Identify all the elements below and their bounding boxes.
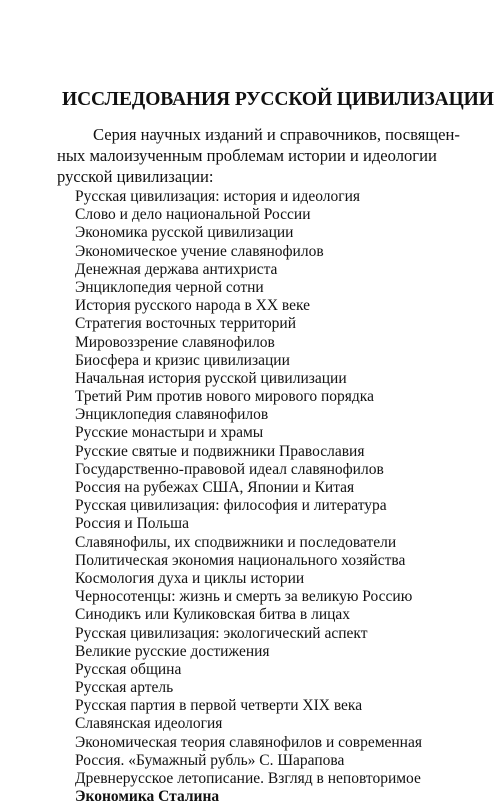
book-title: Черносотенцы: жизнь и смерть за великую Россию xyxy=(75,588,413,606)
book-title: Политическая экономия национального хозяйства xyxy=(75,551,406,569)
book-title: Мировоззрение славянофилов xyxy=(75,333,275,351)
book-title: Древнерусское летописание. Взгляд в неповторимое xyxy=(75,770,421,787)
book-title: Русская цивилизация: философия и литература xyxy=(75,497,387,515)
book-title: Космология духа и циклы истории xyxy=(75,569,305,587)
book-title: Денежная держава антихриста xyxy=(75,260,278,278)
book-title: Великие русские достижения xyxy=(75,642,270,660)
book-title: Россия. «Бумажный рубль» С. Шарапова xyxy=(75,751,345,769)
book-title: Русская партия в первой четверти XIX века xyxy=(75,697,363,715)
book-title: Энциклопедия черной сотни xyxy=(75,278,264,296)
book-title: Русская артель xyxy=(75,679,174,697)
book-title: Русские монастыри и храмы xyxy=(75,424,264,442)
book-title: Синодикъ или Куликовская битва в лицах xyxy=(75,606,351,624)
book-title: Стратегия восточных территорий xyxy=(75,315,297,333)
book-title: Русские святые и подвижники Православия xyxy=(75,442,365,460)
book-title: Русская община xyxy=(75,660,182,678)
book-title: Третий Рим против нового мирового порядка xyxy=(75,388,374,406)
book-title: Русская цивилизация: экологический аспект xyxy=(75,624,368,642)
book-title: Биосфера и кризис цивилизации xyxy=(75,351,290,369)
book-title: Экономика Сталина xyxy=(75,788,220,806)
book-title: История русского народа в XX веке xyxy=(75,297,311,315)
book-title: Государственно-правовой идеал славянофилов xyxy=(75,460,384,478)
book-title: Экономическая теория славянофилов и современная xyxy=(75,733,422,751)
book-list xyxy=(75,188,455,806)
book-title: Экономическое учение славянофилов xyxy=(75,242,324,260)
book-title: Начальная история русской цивилизации xyxy=(75,369,347,387)
book-title: Славянофилы, их сподвижники и последователи xyxy=(75,533,397,551)
book-title: Экономика русской цивилизации xyxy=(75,224,294,242)
series-description xyxy=(57,124,460,187)
book-title: Россия на рубежах США, Японии и Китая xyxy=(75,479,355,496)
book-title: Славянская идеология xyxy=(75,715,223,733)
book-title: Россия и Польша xyxy=(75,515,189,533)
description-line: русской цивилизации: xyxy=(57,167,214,186)
book-title: Русская цивилизация: история и идеология xyxy=(75,188,361,205)
book-title: Слово и дело национальной России xyxy=(75,206,311,224)
series-title: ИССЛЕДОВАНИЯ РУССКОЙ ЦИВИЛИЗАЦИИ xyxy=(62,89,494,110)
description-line: ных малоизученным проблемам истории и идеологии xyxy=(57,146,437,165)
book-title: Энциклопедия славянофилов xyxy=(75,406,269,424)
description-line: Серия научных изданий и справочников, посвящен- xyxy=(93,125,460,144)
